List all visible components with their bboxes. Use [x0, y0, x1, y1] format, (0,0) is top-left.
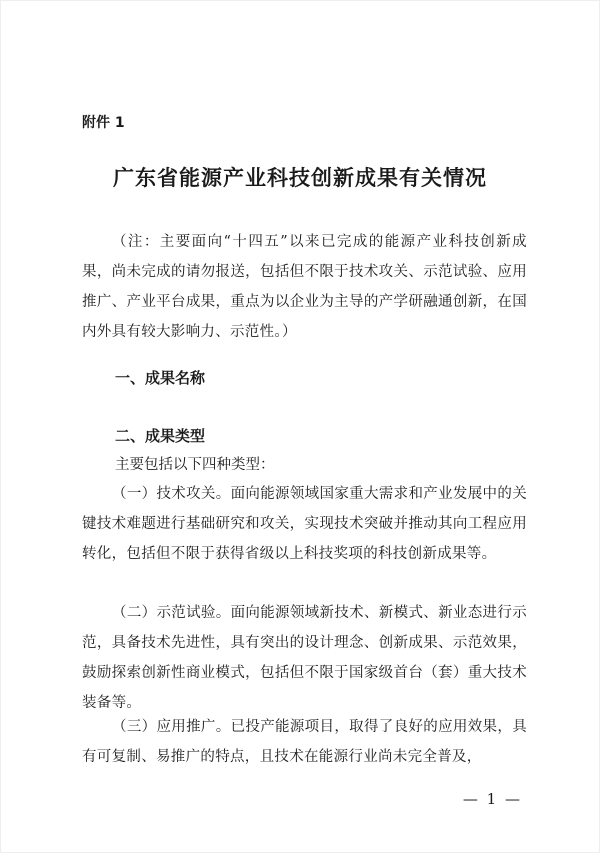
page-number: — 1 —	[462, 790, 522, 808]
section-heading-achievement-name: 一、成果名称	[115, 369, 206, 387]
document-title: 广东省能源产业科技创新成果有关情况	[113, 165, 487, 190]
paragraph-application-promotion: （三）应用推广。已投产能源项目，取得了良好的应用效果，具有可复制、易推广的特点，且技术在能源行业尚未完全普及，	[82, 719, 527, 765]
paragraph-technical-breakthrough: （一）技术攻关。面向能源领域国家重大需求和产业发展中的关键技术难题进行基础研究和攻关，实现技术突破并推动其向工程应用转化，包括但不限于获得省级以上科技奖项的科技创新成果等。	[82, 486, 527, 562]
section-heading-achievement-type: 二、成果类型	[115, 427, 206, 445]
note-paragraph: （注：主要面向“十四五”以来已完成的能源产业科技创新成果，尚未完成的请勿报送，包括但不限于技术攻关、示范试验、应用推广、产业平台成果，重点为以企业为主导的产学研融通创新，在国内外具有较大影响力、示范性。）	[82, 234, 527, 340]
attachment-label: 附件 1	[82, 115, 125, 131]
paragraph-demonstration-trial: （二）示范试验。面向能源领域新技术、新模式、新业态进行示范，具备技术先进性，具有突出的设计理念、创新成果、示范效果，鼓励探索创新性商业模式，包括但不限于国家级首台（套）重大技术装备等。	[82, 605, 527, 711]
section-intro: 主要包括以下四种类型：	[115, 457, 275, 473]
